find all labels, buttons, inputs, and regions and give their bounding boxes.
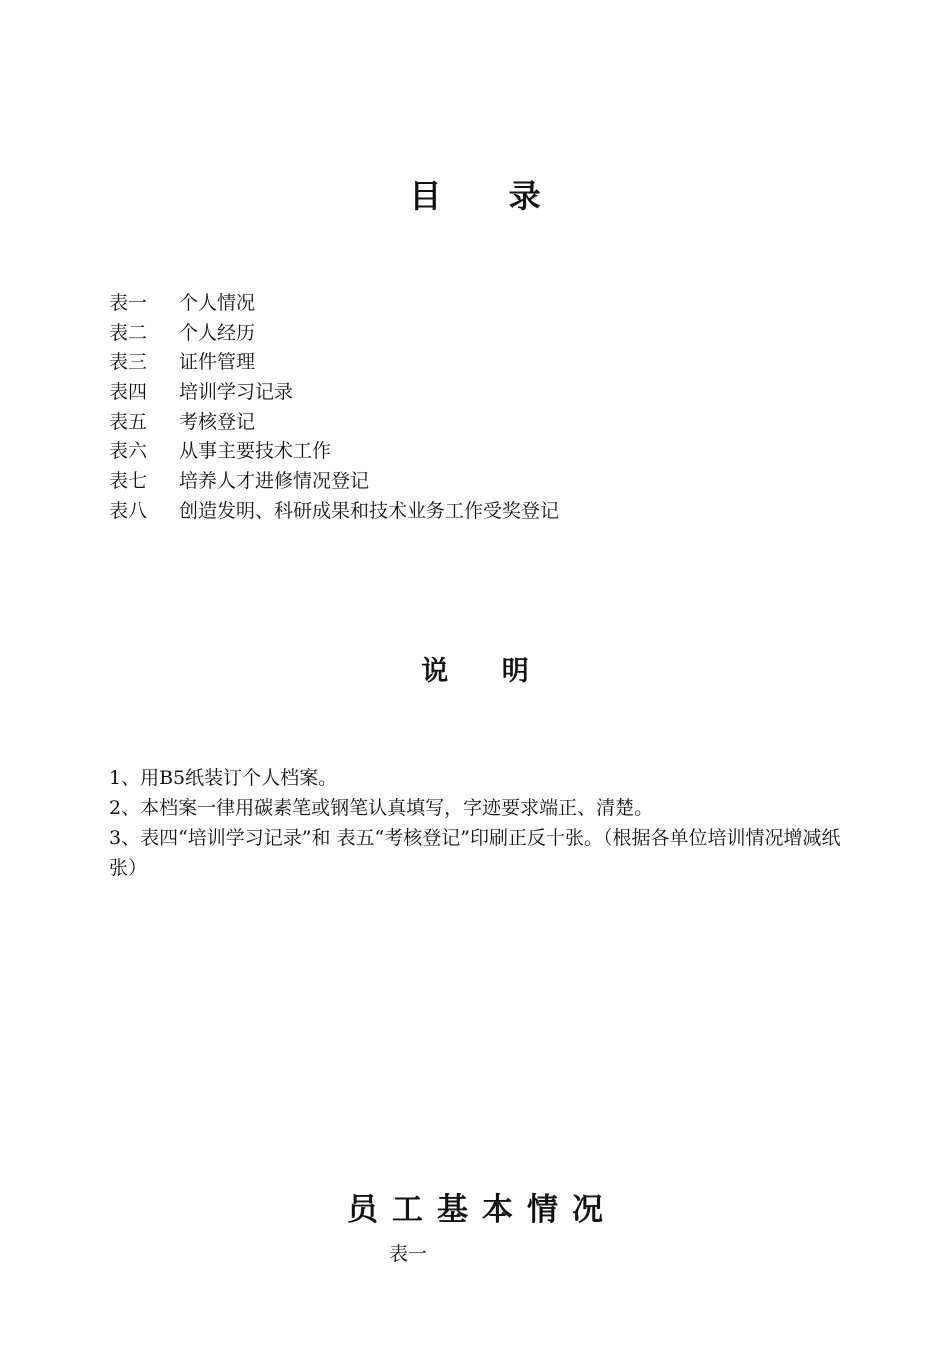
toc-item-number: 表二: [109, 321, 148, 344]
toc-item-label: 培养人才进修情况登记: [179, 470, 370, 493]
notes-list: [109, 763, 844, 883]
toc-item-label: 从事主要技术工作: [179, 440, 332, 463]
toc-item: [109, 378, 559, 408]
staff-info-title: 员工基本情况: [347, 1192, 617, 1228]
table-label: 表一: [389, 1243, 428, 1265]
toc-list: [109, 289, 559, 527]
toc-item: [109, 348, 559, 378]
note-item: 3、表四“培训学习记录”和 表五“考核登记”印刷正反十张。（根据各单位培训情况增减纸张）: [109, 827, 841, 879]
toc-item: [109, 319, 559, 349]
toc-title: 目 录: [409, 177, 569, 215]
toc-item-number: 表八: [109, 499, 148, 522]
toc-item-label: 证件管理: [179, 351, 256, 374]
toc-item-number: 表三: [109, 351, 148, 374]
toc-item-label: 个人经历: [179, 321, 256, 344]
toc-item-label: 个人情况: [179, 292, 256, 314]
toc-item-number: 表七: [109, 470, 148, 493]
toc-item: [109, 497, 559, 527]
note-item: 2、本档案一律用碳素笔或钢笔认真填写，字迹要求端正、清楚。: [109, 797, 654, 819]
toc-item-number: 表五: [109, 410, 148, 433]
toc-item-label: 培训学习记录: [179, 381, 294, 404]
toc-item: [109, 289, 559, 319]
note-item: 1、用B5纸装订个人档案。: [109, 767, 338, 789]
notes-title: 说 明: [421, 656, 551, 687]
toc-item: [109, 467, 559, 497]
toc-item-number: 表四: [109, 381, 148, 404]
toc-item-number: 表六: [109, 440, 148, 463]
toc-item-label: 创造发明、科研成果和技术业务工作受奖登记: [179, 499, 560, 522]
toc-item: [109, 437, 559, 467]
toc-item-label: 考核登记: [179, 410, 256, 433]
toc-item-number: 表一: [109, 292, 148, 314]
toc-item: [109, 408, 559, 438]
